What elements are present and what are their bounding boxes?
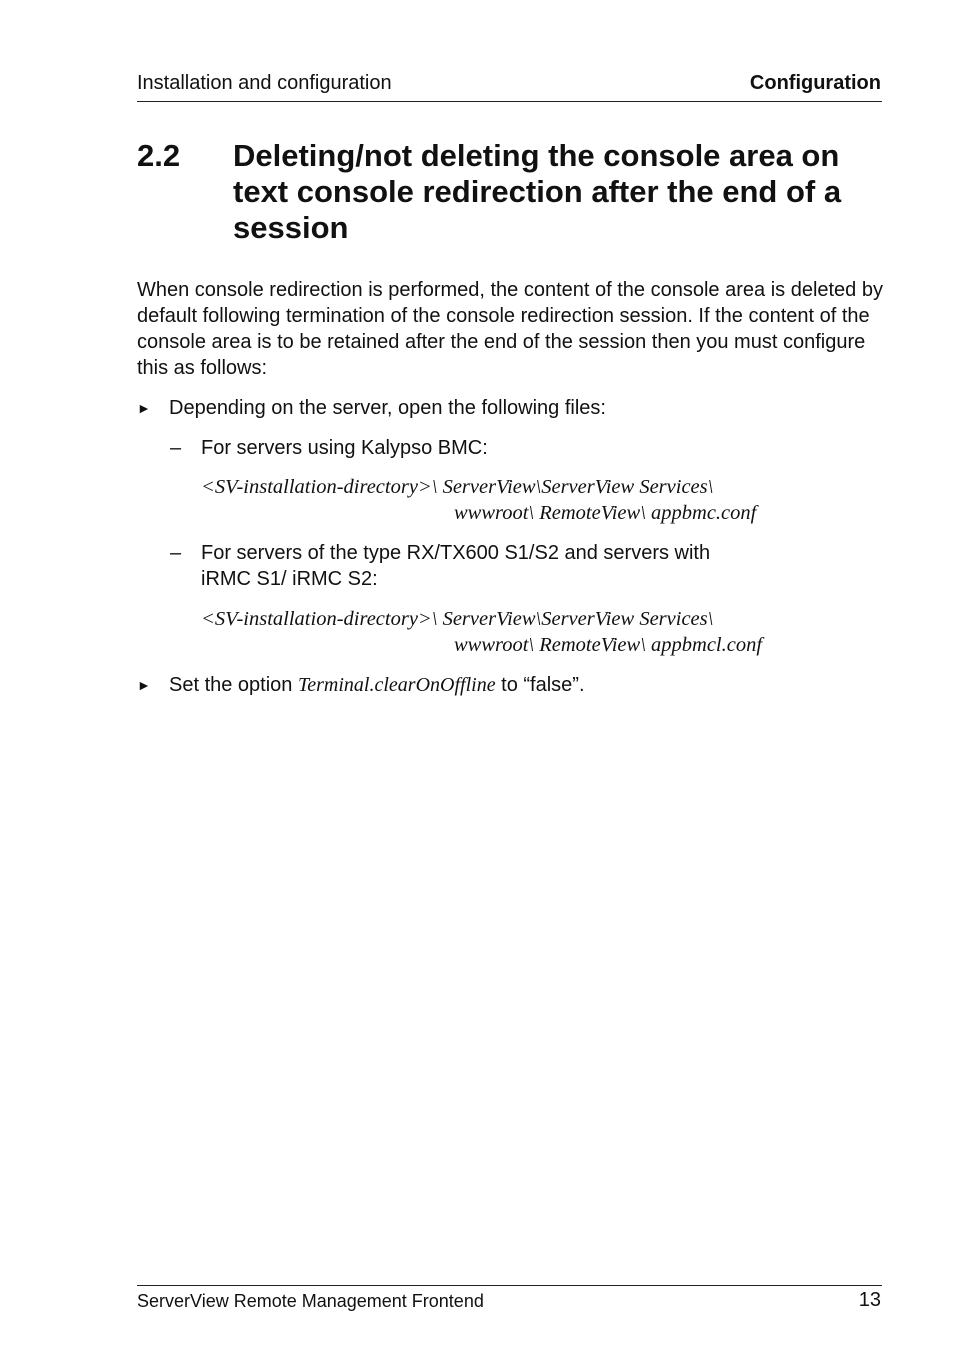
item-2-text-line2: iRMC S1/ iRMC S2: — [201, 568, 378, 590]
footer-title: ServerView Remote Management Frontend — [137, 1291, 484, 1311]
section-number: 2.2 — [137, 138, 181, 173]
running-header-left: Installation and configuration — [137, 72, 392, 94]
intro-paragraph: When console redirection is performed, the content of the console area is deleted by default following termination of the console redirection session. If the content of the console area is to be retained after the end of the session then you must configure this as follows: — [137, 279, 883, 379]
item-2-text-line1: For servers of the type RX/TX600 S1/S2 and servers with — [201, 542, 711, 564]
step-2-text-after: to “false”. — [495, 674, 585, 696]
step-arrow-icon: ► — [137, 677, 151, 693]
step-2-text — [169, 672, 585, 698]
option-name: Terminal.clearOnOffline — [297, 674, 496, 696]
section-title: Deleting/not deleting the console area on text console redirection after the end of a session — [233, 138, 842, 245]
item-1-path-line1: <SV-installation-directory>\ ServerView\ServerView Services\ — [201, 476, 714, 498]
list-dash: – — [170, 542, 182, 564]
item-1-text: For servers using Kalypso BMC: — [201, 437, 488, 459]
step-arrow-icon: ► — [137, 400, 151, 416]
list-dash: – — [170, 437, 182, 459]
item-1-path-line2: wwwroot\ RemoteView\ appbmc.conf — [454, 502, 757, 524]
page-number: 13 — [858, 1289, 881, 1311]
header-rule — [137, 101, 882, 102]
step-1-text: Depending on the server, open the following files: — [169, 397, 606, 419]
item-2-path-line2: wwwroot\ RemoteView\ appbmcl.conf — [454, 634, 763, 656]
running-header-right: Configuration — [749, 72, 881, 94]
footer-rule — [137, 1285, 882, 1286]
step-2-text-before: Set the option — [169, 674, 298, 696]
item-2-path-line1: <SV-installation-directory>\ ServerView\ServerView Services\ — [201, 608, 714, 630]
